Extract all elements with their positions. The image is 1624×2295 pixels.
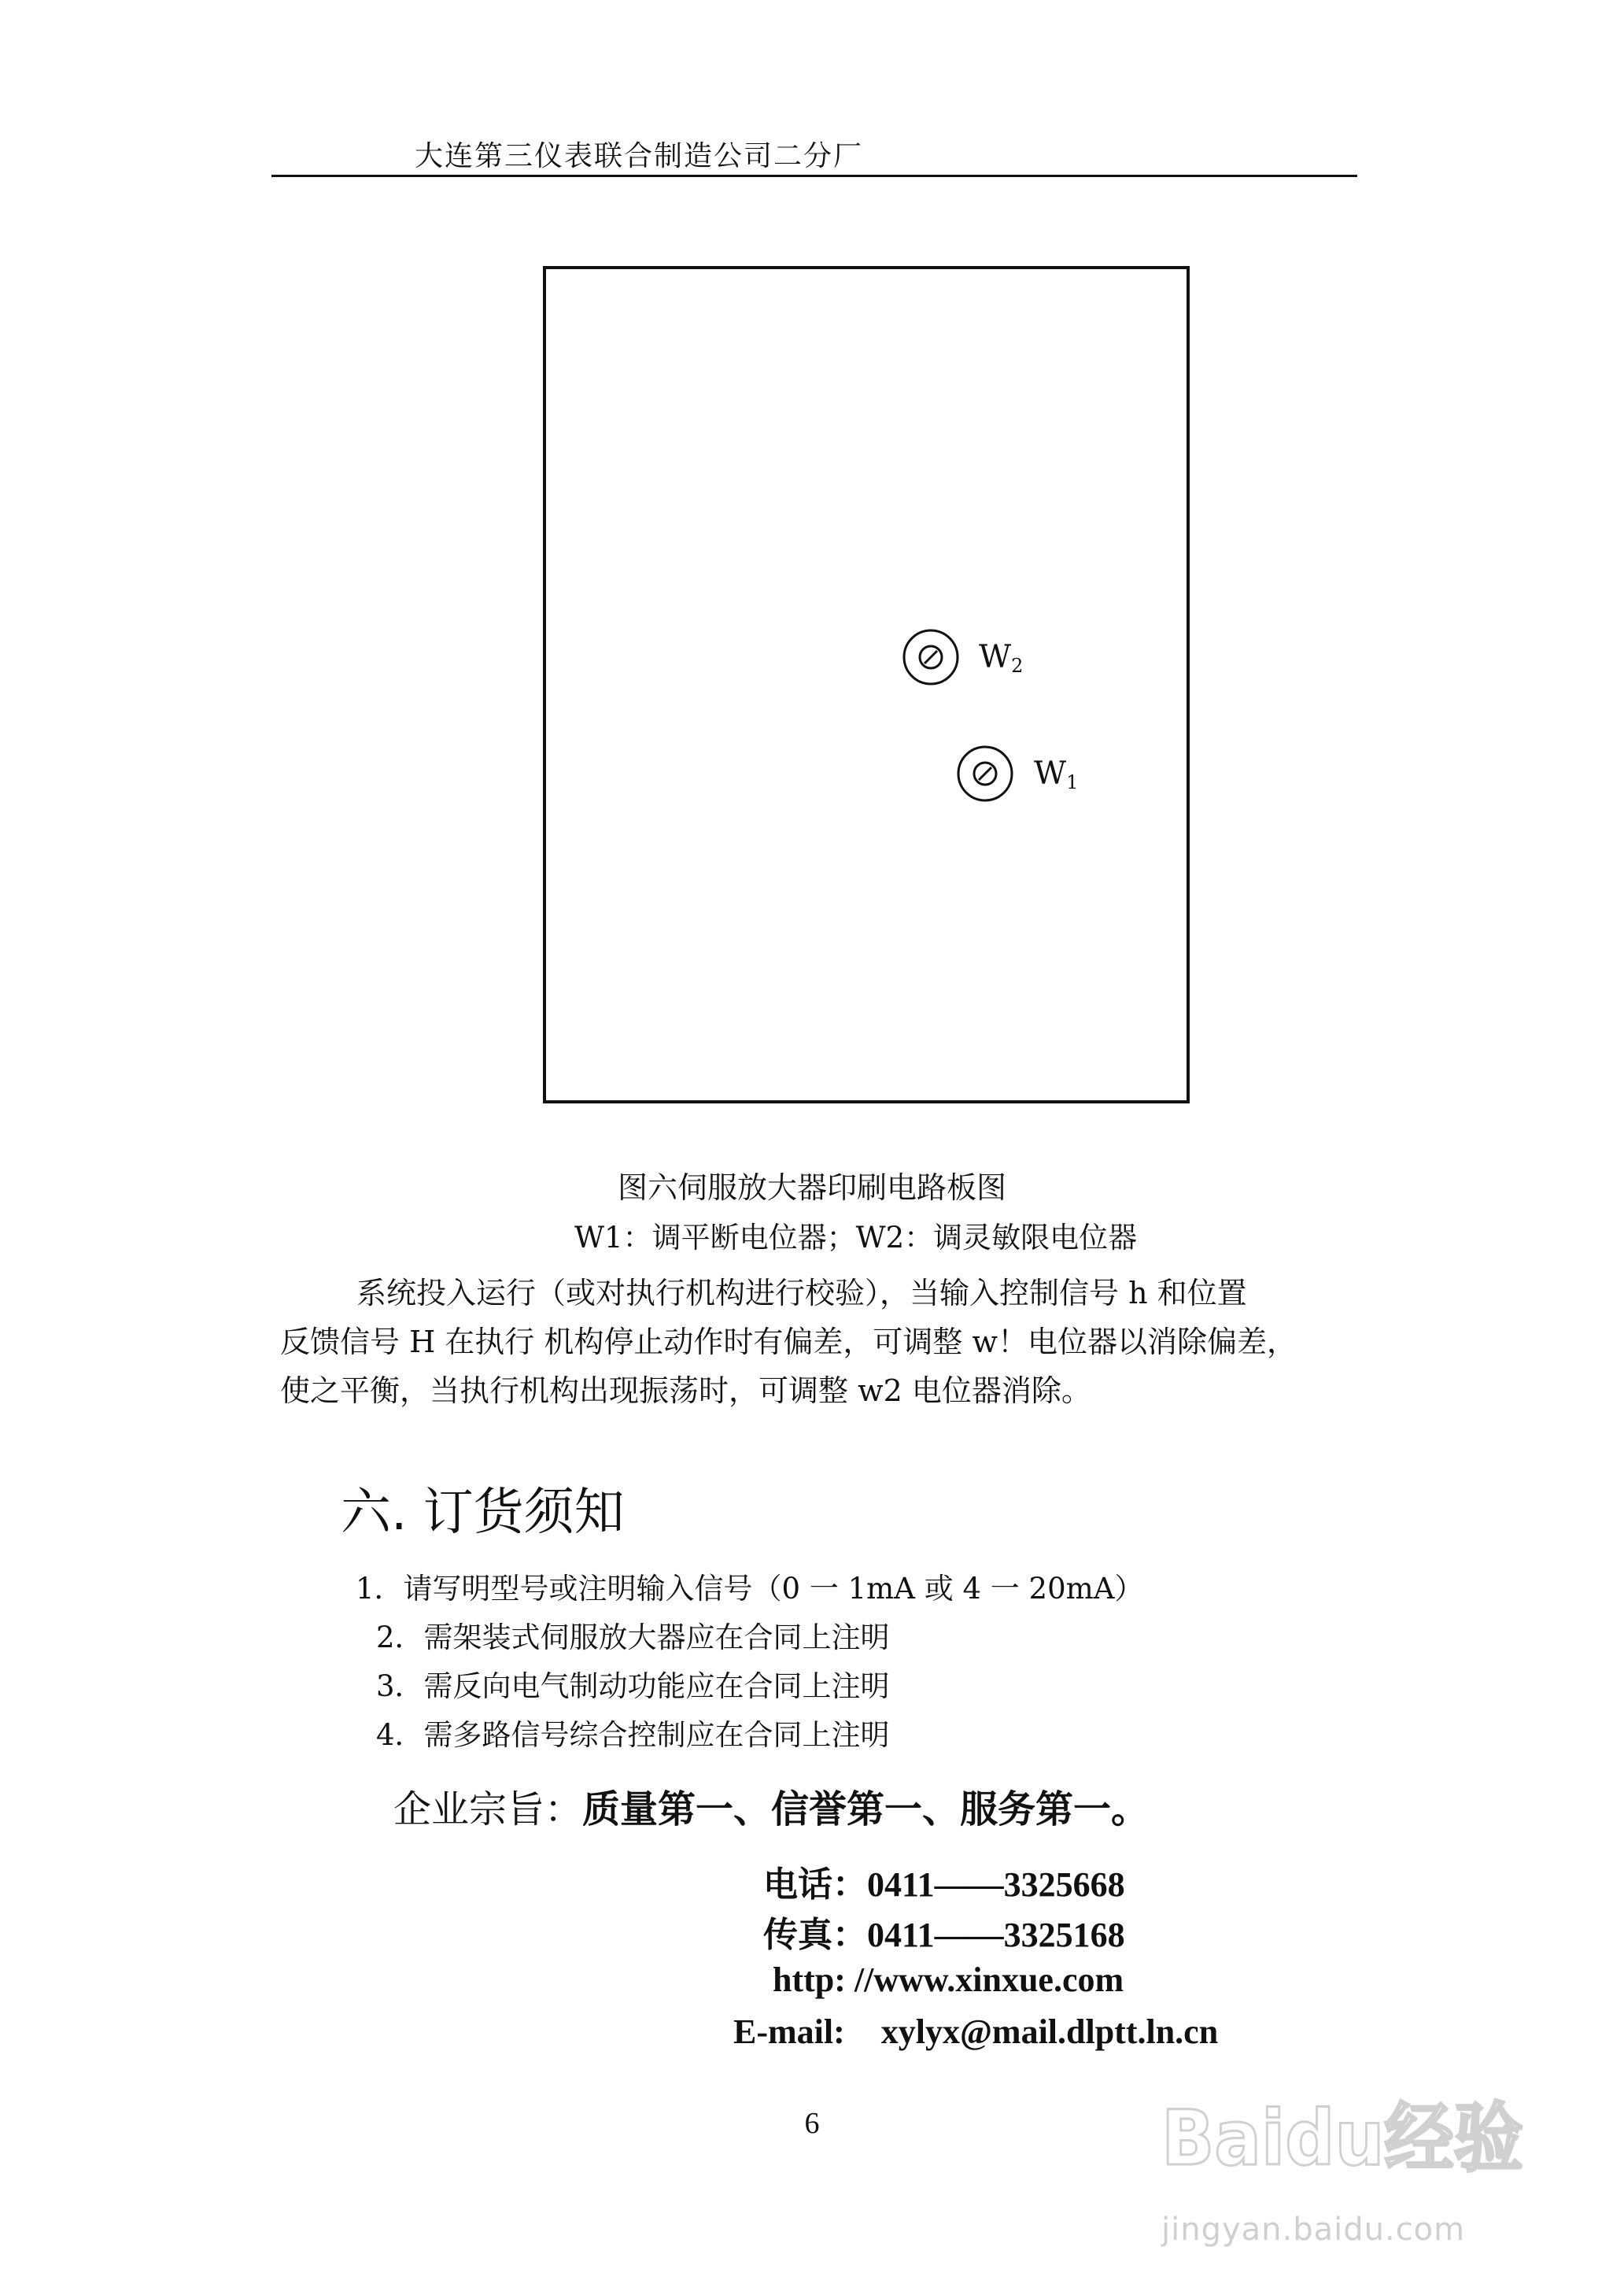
baidu-jingyan-watermark-logo xyxy=(1161,2092,1531,2186)
body-line-3: 使之平衡，当执行机构出现振荡时，可调整 w2 电位器消除。 xyxy=(280,1373,1091,1408)
page-number: 6 xyxy=(804,2107,820,2140)
potentiometer-w1-icon xyxy=(956,745,1014,803)
motto-text: 质量第一、信誉第一、服务第一。 xyxy=(582,1787,1150,1831)
contact-phone: 电话：0411——3325668 xyxy=(763,1865,1125,1904)
body-line-1: 系统投入运行（或对执行机构进行校验），当输入控制信号 h 和位置 xyxy=(356,1276,1247,1310)
order-item: 3．需反向电气制动功能应在合同上注明 xyxy=(376,1669,890,1703)
body-line-2: 反馈信号 H 在执行 机构停止动作时有偏差，可调整 w！电位器以消除偏差， xyxy=(280,1325,1297,1359)
figure-legend: W1：调平断电位器；W2：调灵敏限电位器 xyxy=(574,1221,1138,1255)
company-motto xyxy=(393,1779,1149,1833)
watermark-url: jingyan.baidu.com xyxy=(1161,2212,1466,2248)
section-heading: 六. 订货须知 xyxy=(341,1484,625,1542)
potentiometer-w2-icon xyxy=(902,628,960,686)
header-rule xyxy=(271,175,1357,177)
motto-label: 企业宗旨： xyxy=(393,1787,583,1831)
pot-label-w2: $W_2$ xyxy=(979,639,1024,677)
email-value: xylyx@mail.dlptt.ln.cn xyxy=(880,2012,1219,2051)
svg-text:Baidu经验: Baidu经验 xyxy=(1161,2094,1523,2182)
contact-email xyxy=(733,2012,1218,2052)
contact-fax: 传真：0411——3325168 xyxy=(763,1916,1125,1954)
contact-website: http: //www.xinxue.com xyxy=(773,1961,1124,1999)
email-label: E-mail: xyxy=(733,2012,845,2051)
order-item: 2．需架装式伺服放大器应在合同上注明 xyxy=(376,1621,890,1654)
order-item: 4．需多路信号综合控制应在合同上注明 xyxy=(376,1718,890,1752)
header-title: 大连第三仪表联合制造公司二分厂 xyxy=(415,140,864,172)
figure-caption: 图六伺服放大器印刷电路板图 xyxy=(617,1170,1006,1205)
pcb-board-outline xyxy=(543,266,1190,1103)
order-item: 1．请写明型号或注明输入信号（0 一 1mA 或 4 一 20mA） xyxy=(356,1572,1144,1606)
pot-label-w1: $W_1$ xyxy=(1034,756,1079,793)
